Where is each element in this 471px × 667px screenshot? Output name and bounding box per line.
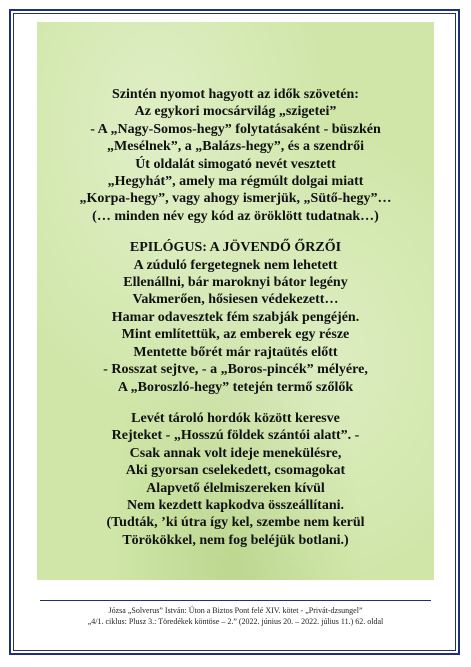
poem-line: Hamar odavesztek fém szabják pengéjén.: [111, 309, 360, 325]
poem-line: Út oldalát simogató nevét vesztett: [135, 156, 336, 172]
poem-line: Mentette bőrét már rajtaütés előtt: [133, 344, 338, 360]
poem-line: - Rosszat sejtve, - a „Boros-pincék” mélyére,: [103, 362, 368, 378]
poem-line: (… minden név egy kód az öröklött tudatnak…): [92, 208, 379, 224]
footer-line-1: Józsa „Solverus” István: Úton a Biztos Pont felé XIV. kötet - „Privát-dzsungel”: [108, 606, 363, 615]
page-footer: [20, 600, 451, 627]
poem-line: A zúduló fergetegnek nem lehetett: [133, 257, 338, 273]
epilogue-title: EPILÓGUS: A JÖVENDŐ ŐRZŐI: [129, 240, 342, 256]
poem-line: „Hegyhát”, amely ma régmúlt dolgai miatt: [107, 174, 364, 190]
stanza-2: [37, 257, 434, 396]
poem-line: A „Boroszló-hegy” tetején termő szőlők: [117, 379, 354, 395]
poem-line: Csak annak volt ideje menekülésre,: [129, 445, 342, 461]
poem-line: Ellenállni, bár maroknyi bátor legény: [123, 275, 348, 291]
poem-line: Aki gyorsan cselekedett, csomagokat: [125, 463, 346, 479]
poem-line: Rejteket - „Hosszú földek szántói alatt”. -: [111, 428, 360, 444]
poem-line: Nem kezdett kapkodva összeállítani.: [127, 497, 344, 513]
poem-line: Az egykori mocsárvilág „szigetei”: [134, 104, 337, 120]
footer-line-2: „4/1. ciklus: Plusz 3.: Töredékek köntöse – 2.” (2022. június 20. – 2022. július 11.) 62. oldal: [87, 617, 384, 626]
poem-line: (Tudták, ’ki útra így kel, szembe nem kerül: [106, 515, 365, 531]
poem-line: Alapvető élelmiszereken kívül: [146, 480, 325, 496]
poem-body: [37, 86, 434, 563]
poem-line: Törökökkel, nem fog beléjük botlani.): [122, 532, 349, 548]
poem-line: Vakmerően, hősiesen védekezett…: [132, 292, 339, 308]
stanza-1: [37, 86, 434, 225]
poem-line: „Mesélnek”, a „Balázs-hegy”, és a szendrői: [106, 139, 365, 155]
poem-line: Szintén nyomot hagyott az idők szövetén:: [112, 87, 359, 102]
footer-divider: [40, 600, 431, 601]
poem-line: Levét tároló hordók között keresve: [131, 410, 340, 426]
poem-line: - A „Nagy-Somos-hegy” folytatásaként - büszkén: [90, 121, 381, 137]
poem-line: Mint említettük, az emberek egy része: [121, 327, 350, 343]
stanza-3: [37, 410, 434, 549]
poem-line: „Korpa-hegy”, vagy ahogy ismerjük, „Sütő-hegy”…: [79, 191, 392, 207]
